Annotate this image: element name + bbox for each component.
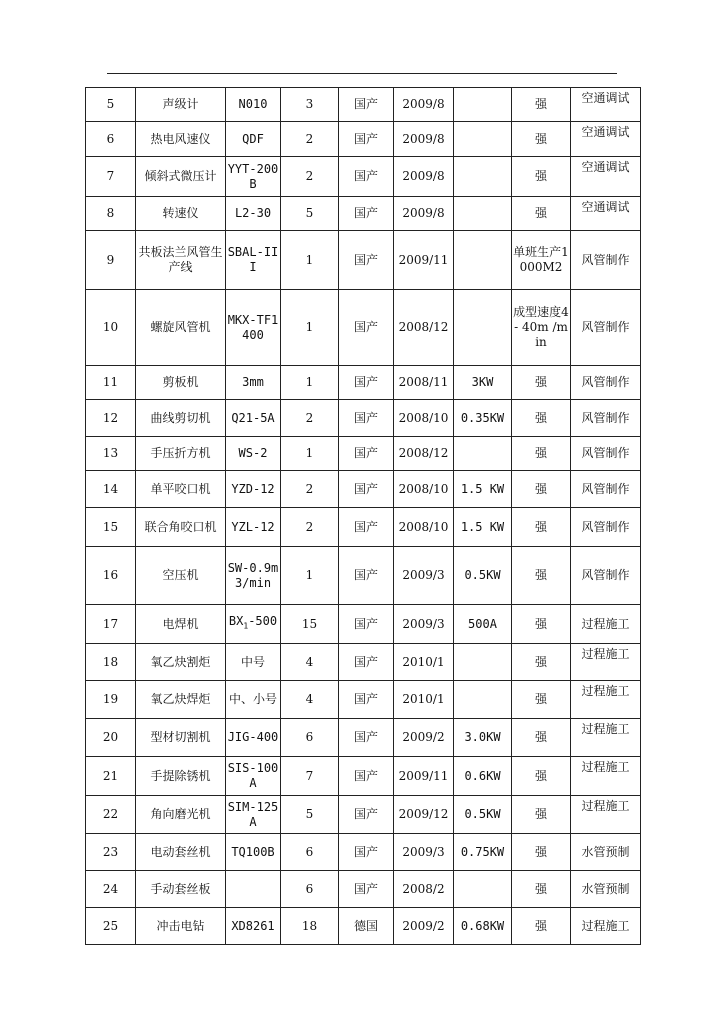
table-row (86, 681, 641, 719)
usage-cell: 水管预制 (571, 834, 641, 871)
performance-cell: 强 (512, 681, 571, 719)
manufacture-date-cell: 2008/10 (394, 400, 454, 437)
rated-power-cell: 0.6KW (454, 757, 512, 796)
usage-cell: 过程施工 (571, 908, 641, 945)
equipment-table-body (86, 88, 641, 945)
performance-cell: 强 (512, 834, 571, 871)
row-number-cell: 24 (86, 871, 136, 908)
equipment-name-cell: 共板法兰风管生产线 (136, 231, 226, 290)
performance-cell: 强 (512, 471, 571, 508)
model-spec-cell: $BX_1-500$ (226, 605, 281, 644)
origin-cell: 国产 (339, 757, 394, 796)
manufacture-date-cell: 2008/10 (394, 508, 454, 547)
rated-power-cell (454, 231, 512, 290)
performance-cell: 强 (512, 757, 571, 796)
origin-cell: 国产 (339, 366, 394, 400)
model-spec-cell: QDF (226, 122, 281, 157)
usage-cell: 风管制作 (571, 231, 641, 290)
equipment-name-cell: 电焊机 (136, 605, 226, 644)
origin-cell: 国产 (339, 290, 394, 366)
equipment-name-cell: 倾斜式微压计 (136, 157, 226, 197)
manufacture-date-cell: 2008/12 (394, 290, 454, 366)
usage-cell: 风管制作 (571, 471, 641, 508)
performance-cell: 强 (512, 719, 571, 757)
rated-power-cell (454, 88, 512, 122)
row-number-cell: 13 (86, 437, 136, 471)
origin-cell: 国产 (339, 508, 394, 547)
equipment-name-cell: 螺旋风管机 (136, 290, 226, 366)
model-spec-cell: SIS-100A (226, 757, 281, 796)
table-row (86, 908, 641, 945)
model-spec-cell: 中、小号 (226, 681, 281, 719)
equipment-name-cell: 手动套丝板 (136, 871, 226, 908)
manufacture-date-cell: 2009/8 (394, 197, 454, 231)
row-number-cell: 11 (86, 366, 136, 400)
table-row (86, 834, 641, 871)
table-row (86, 231, 641, 290)
origin-cell: 国产 (339, 197, 394, 231)
header-rule (107, 73, 617, 74)
row-number-cell: 8 (86, 197, 136, 231)
performance-cell: 强 (512, 908, 571, 945)
origin-cell: 国产 (339, 547, 394, 605)
origin-cell: 国产 (339, 122, 394, 157)
rated-power-cell (454, 197, 512, 231)
model-spec-cell: SW-0.9m3/min (226, 547, 281, 605)
usage-cell: 空通调试 (571, 122, 641, 157)
table-row (86, 157, 641, 197)
quantity-cell: 7 (281, 757, 339, 796)
equipment-name-cell: 型材切割机 (136, 719, 226, 757)
table-row (86, 796, 641, 834)
table-row (86, 508, 641, 547)
usage-cell: 风管制作 (571, 547, 641, 605)
table-row (86, 437, 641, 471)
performance-cell: 强 (512, 366, 571, 400)
quantity-cell: 1 (281, 437, 339, 471)
rated-power-cell (454, 644, 512, 681)
rated-power-cell: 0.5KW (454, 547, 512, 605)
model-spec-cell: YYT-200B (226, 157, 281, 197)
manufacture-date-cell: 2009/11 (394, 231, 454, 290)
quantity-cell: 4 (281, 644, 339, 681)
model-spec-cell: 3mm (226, 366, 281, 400)
row-number-cell: 10 (86, 290, 136, 366)
rated-power-cell: 0.75KW (454, 834, 512, 871)
performance-cell: 强 (512, 400, 571, 437)
row-number-cell: 16 (86, 547, 136, 605)
equipment-name-cell: 空压机 (136, 547, 226, 605)
rated-power-cell (454, 122, 512, 157)
manufacture-date-cell: 2009/8 (394, 157, 454, 197)
quantity-cell: 1 (281, 366, 339, 400)
origin-cell: 国产 (339, 157, 394, 197)
manufacture-date-cell: 2009/8 (394, 88, 454, 122)
model-spec-cell: N010 (226, 88, 281, 122)
table-row (86, 290, 641, 366)
manufacture-date-cell: 2008/2 (394, 871, 454, 908)
origin-cell: 国产 (339, 681, 394, 719)
equipment-name-cell: 氧乙炔焊炬 (136, 681, 226, 719)
usage-cell: 风管制作 (571, 437, 641, 471)
origin-cell: 国产 (339, 471, 394, 508)
usage-cell: 空通调试 (571, 88, 641, 122)
equipment-name-cell: 冲击电钻 (136, 908, 226, 945)
usage-cell: 过程施工 (571, 757, 641, 796)
origin-cell: 国产 (339, 400, 394, 437)
equipment-name-cell: 剪板机 (136, 366, 226, 400)
quantity-cell: 4 (281, 681, 339, 719)
manufacture-date-cell: 2009/2 (394, 908, 454, 945)
table-row (86, 547, 641, 605)
origin-cell: 国产 (339, 871, 394, 908)
quantity-cell: 1 (281, 290, 339, 366)
quantity-cell: 18 (281, 908, 339, 945)
row-number-cell: 9 (86, 231, 136, 290)
rated-power-cell (454, 157, 512, 197)
model-spec-cell: TQ100B (226, 834, 281, 871)
performance-cell: 强 (512, 88, 571, 122)
equipment-name-cell: 电动套丝机 (136, 834, 226, 871)
model-spec-cell: JIG-400 (226, 719, 281, 757)
quantity-cell: 3 (281, 88, 339, 122)
usage-cell: 过程施工 (571, 681, 641, 719)
model-spec-cell: YZL-12 (226, 508, 281, 547)
usage-cell: 风管制作 (571, 508, 641, 547)
row-number-cell: 20 (86, 719, 136, 757)
model-spec-cell: SIM-125A (226, 796, 281, 834)
equipment-name-cell: 氧乙炔割炬 (136, 644, 226, 681)
origin-cell: 国产 (339, 719, 394, 757)
equipment-name-cell: 转速仪 (136, 197, 226, 231)
row-number-cell: 5 (86, 88, 136, 122)
manufacture-date-cell: 2009/3 (394, 547, 454, 605)
equipment-name-cell: 联合角咬口机 (136, 508, 226, 547)
usage-cell: 过程施工 (571, 644, 641, 681)
quantity-cell: 2 (281, 471, 339, 508)
row-number-cell: 21 (86, 757, 136, 796)
quantity-cell: 2 (281, 400, 339, 437)
manufacture-date-cell: 2008/11 (394, 366, 454, 400)
usage-cell: 风管制作 (571, 400, 641, 437)
rated-power-cell: 0.35KW (454, 400, 512, 437)
origin-cell: 国产 (339, 88, 394, 122)
origin-cell: 国产 (339, 605, 394, 644)
rated-power-cell: 0.5KW (454, 796, 512, 834)
quantity-cell: 2 (281, 508, 339, 547)
rated-power-cell: 1.5 KW (454, 508, 512, 547)
rated-power-cell: 1.5 KW (454, 471, 512, 508)
table-row (86, 122, 641, 157)
rated-power-cell: 3.0KW (454, 719, 512, 757)
quantity-cell: 6 (281, 871, 339, 908)
origin-cell: 国产 (339, 437, 394, 471)
model-spec-cell: YZD-12 (226, 471, 281, 508)
manufacture-date-cell: 2008/12 (394, 437, 454, 471)
origin-cell: 国产 (339, 834, 394, 871)
rated-power-cell (454, 871, 512, 908)
quantity-cell: 6 (281, 834, 339, 871)
manufacture-date-cell: 2009/3 (394, 834, 454, 871)
equipment-name-cell: 手提除锈机 (136, 757, 226, 796)
model-spec-cell: SBAL-III (226, 231, 281, 290)
model-spec-cell: MKX-TF1400 (226, 290, 281, 366)
usage-cell: 风管制作 (571, 290, 641, 366)
manufacture-date-cell: 2009/2 (394, 719, 454, 757)
performance-cell: 单班生产1000M2 (512, 231, 571, 290)
performance-cell: 强 (512, 547, 571, 605)
quantity-cell: 1 (281, 231, 339, 290)
quantity-cell: 2 (281, 157, 339, 197)
table-row (86, 88, 641, 122)
usage-cell: 空通调试 (571, 157, 641, 197)
manufacture-date-cell: 2010/1 (394, 681, 454, 719)
quantity-cell: 6 (281, 719, 339, 757)
row-number-cell: 18 (86, 644, 136, 681)
manufacture-date-cell: 2008/10 (394, 471, 454, 508)
equipment-name-cell: 热电风速仪 (136, 122, 226, 157)
row-number-cell: 15 (86, 508, 136, 547)
table-row (86, 197, 641, 231)
performance-cell: 强 (512, 508, 571, 547)
equipment-table (85, 87, 641, 945)
model-spec-cell: Q21-5A (226, 400, 281, 437)
model-spec-cell: 中号 (226, 644, 281, 681)
equipment-name-cell: 角向磨光机 (136, 796, 226, 834)
usage-cell: 过程施工 (571, 796, 641, 834)
equipment-name-cell: 曲线剪切机 (136, 400, 226, 437)
equipment-name-cell: 单平咬口机 (136, 471, 226, 508)
row-number-cell: 22 (86, 796, 136, 834)
usage-cell: 过程施工 (571, 605, 641, 644)
performance-cell: 成型速度4 - 40m /min (512, 290, 571, 366)
usage-cell: 空通调试 (571, 197, 641, 231)
model-spec-cell: WS-2 (226, 437, 281, 471)
row-number-cell: 17 (86, 605, 136, 644)
row-number-cell: 25 (86, 908, 136, 945)
performance-cell: 强 (512, 796, 571, 834)
model-spec-cell: XD8261 (226, 908, 281, 945)
row-number-cell: 12 (86, 400, 136, 437)
quantity-cell: 1 (281, 547, 339, 605)
manufacture-date-cell: 2009/3 (394, 605, 454, 644)
performance-cell: 强 (512, 197, 571, 231)
rated-power-cell: 500A (454, 605, 512, 644)
model-spec-cell (226, 871, 281, 908)
quantity-cell: 2 (281, 122, 339, 157)
equipment-name-cell: 声级计 (136, 88, 226, 122)
table-row (86, 605, 641, 644)
rated-power-cell: 0.68KW (454, 908, 512, 945)
row-number-cell: 23 (86, 834, 136, 871)
origin-cell: 德国 (339, 908, 394, 945)
usage-cell: 过程施工 (571, 719, 641, 757)
manufacture-date-cell: 2010/1 (394, 644, 454, 681)
table-row (86, 757, 641, 796)
table-row (86, 719, 641, 757)
manufacture-date-cell: 2009/12 (394, 796, 454, 834)
origin-cell: 国产 (339, 644, 394, 681)
origin-cell: 国产 (339, 796, 394, 834)
performance-cell: 强 (512, 437, 571, 471)
performance-cell: 强 (512, 644, 571, 681)
rated-power-cell (454, 290, 512, 366)
rated-power-cell (454, 681, 512, 719)
usage-cell: 风管制作 (571, 366, 641, 400)
table-row (86, 471, 641, 508)
row-number-cell: 6 (86, 122, 136, 157)
model-spec-cell: L2-30 (226, 197, 281, 231)
table-row (86, 400, 641, 437)
table-row (86, 644, 641, 681)
row-number-cell: 19 (86, 681, 136, 719)
quantity-cell: 5 (281, 796, 339, 834)
manufacture-date-cell: 2009/8 (394, 122, 454, 157)
table-row (86, 366, 641, 400)
performance-cell: 强 (512, 605, 571, 644)
table-row (86, 871, 641, 908)
quantity-cell: 15 (281, 605, 339, 644)
usage-cell: 水管预制 (571, 871, 641, 908)
row-number-cell: 14 (86, 471, 136, 508)
rated-power-cell (454, 437, 512, 471)
performance-cell: 强 (512, 871, 571, 908)
equipment-name-cell: 手压折方机 (136, 437, 226, 471)
quantity-cell: 5 (281, 197, 339, 231)
performance-cell: 强 (512, 157, 571, 197)
origin-cell: 国产 (339, 231, 394, 290)
rated-power-cell: 3KW (454, 366, 512, 400)
row-number-cell: 7 (86, 157, 136, 197)
performance-cell: 强 (512, 122, 571, 157)
manufacture-date-cell: 2009/11 (394, 757, 454, 796)
